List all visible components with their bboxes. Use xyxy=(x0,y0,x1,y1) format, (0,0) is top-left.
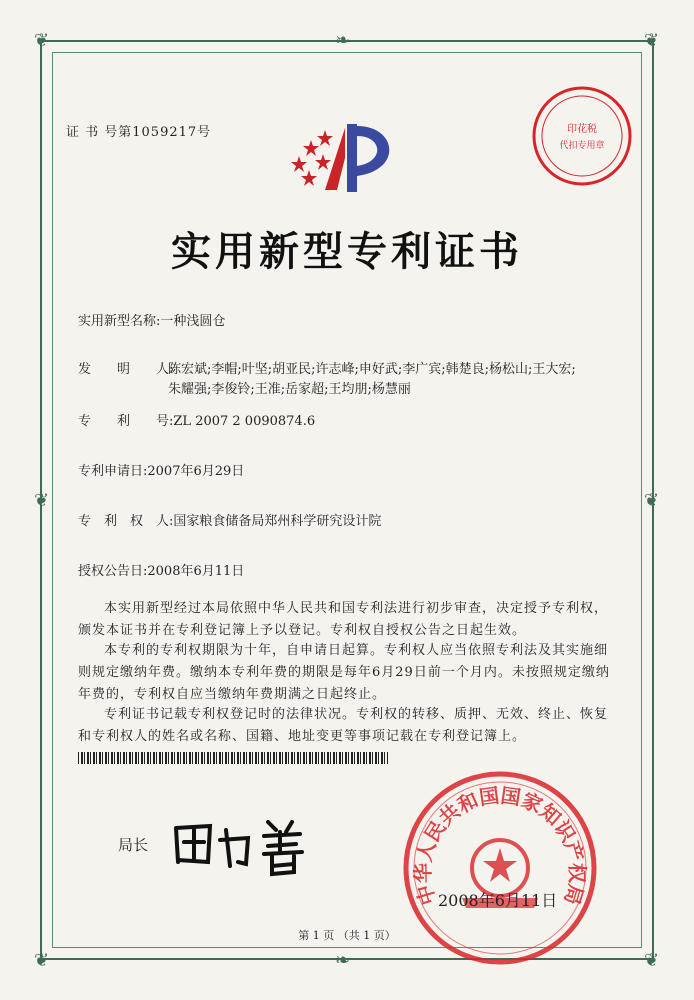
corner-ornament-icon: ❦ xyxy=(644,30,660,51)
paragraph-examination: 本实用新型经过本局依照中华人民共和国专利法进行初步审查，决定授予专利权，颁发本证书并在专利登记簿上予以登记。专利权自授权公告之日起生效。 xyxy=(78,601,609,638)
grant-date-row xyxy=(78,562,244,582)
page-number: 第 1 页 （共 1 页） xyxy=(298,929,396,942)
patent-number-row xyxy=(78,412,315,432)
inventors-line-1: 陈宏斌;李帽;叶坚;胡亚民;许志峰;申好武;李广宾;韩楚良;杨松山;王大宏; xyxy=(168,362,576,377)
barcode xyxy=(78,752,388,764)
tax-stamp-seal-icon xyxy=(530,84,634,188)
inventor-list xyxy=(168,360,598,400)
side-ornament-icon: ❦ xyxy=(34,490,50,511)
inventors-line-2: 朱耀强;李俊铃;王准;岳家超;王均朋;杨慧丽 xyxy=(168,382,411,397)
corner-ornament-icon: ❦ xyxy=(644,950,660,971)
name-value: 一种浅圆仓 xyxy=(160,314,226,329)
inventor-label: 发 明 人: xyxy=(78,362,174,377)
patent-number-value: ZL 2007 2 0090874.6 xyxy=(173,414,316,429)
patentee-value: 国家粮食储备局郑州科学研究设计院 xyxy=(173,514,382,529)
patent-office-logo-icon xyxy=(285,118,415,198)
bottom-ornament-icon: ❧ xyxy=(335,950,351,971)
name-label: 实用新型名称: xyxy=(78,314,161,329)
corner-ornament-icon: ❦ xyxy=(34,30,50,51)
director-signature xyxy=(168,810,318,880)
utility-model-name-row xyxy=(78,312,225,332)
patent-number-label: 专 利 号: xyxy=(78,414,174,429)
seal-date: 2008年6月11日 xyxy=(438,891,558,910)
certificate-number: 证 书 号第1059217号 xyxy=(66,125,212,140)
grant-date-value: 2008年6月11日 xyxy=(147,564,245,579)
top-ornament-icon: ❧ xyxy=(335,30,351,51)
inventor-row xyxy=(78,360,173,380)
paragraph-term: 本专利的专利权期限为十年，自申请日起算。专利权人应当依照专利法及其实施细则规定缴纳年费。缴纳本专利年费的期限是每年6月29日前一个月内。未按照规定缴纳年费的，专利权自应当缴纳年费期满之日起终止。 xyxy=(78,643,610,702)
filing-date-row xyxy=(78,462,244,482)
paragraph-legal-status: 专利证书记载专利权登记时的法律状况。专利权的转移、质押、无效、终止、恢复和专利权人的姓名或名称、国籍、地址变更等事项记载在专利登记簿上。 xyxy=(78,707,609,744)
seal-text: 中华人民共和国国家知识产权局 xyxy=(410,783,590,908)
small-seal-line1: 印花税 xyxy=(567,124,597,135)
filing-date-label: 专利申请日: xyxy=(78,464,148,479)
patentee-row xyxy=(78,512,381,532)
small-seal-line2: 代扣专用章 xyxy=(559,141,605,151)
certificate-title: 实用新型专利证书 xyxy=(171,228,523,275)
grant-date-label: 授权公告日: xyxy=(78,564,148,579)
side-ornament-icon: ❦ xyxy=(644,490,660,511)
director-label: 局长 xyxy=(118,836,149,854)
corner-ornament-icon: ❦ xyxy=(34,950,50,971)
patentee-label: 专 利 权 人: xyxy=(78,514,174,529)
filing-date-value: 2007年6月29日 xyxy=(147,464,245,479)
